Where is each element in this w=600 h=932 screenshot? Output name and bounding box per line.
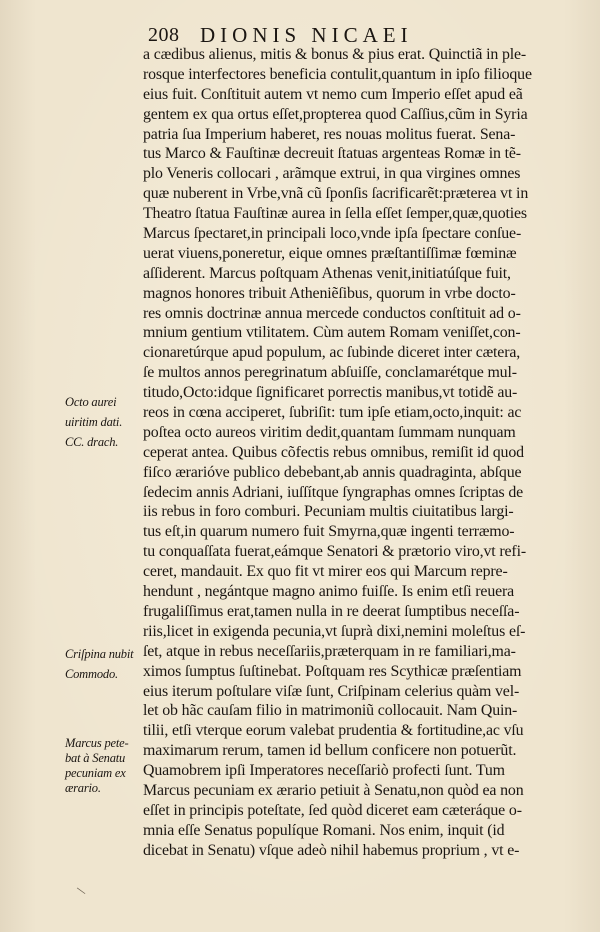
text-line: Marcus ſpectaret,in principali loco,vnde ipſa ſpectare conſue- xyxy=(143,225,522,243)
text-line: mnia eſſe Senatus populíque Romani. Nos enim, inquit (id xyxy=(143,821,505,839)
text-line: dicebat in Senatu) vſque adeò nihil habemus proprium , vt e- xyxy=(143,841,520,859)
text-line: ſe multos annos peregrinatum abſuiſſe, conclamarétque mul- xyxy=(143,364,517,382)
page-header xyxy=(148,20,568,48)
stray-pen-mark: \ xyxy=(75,884,88,899)
marginal-note-marcus-petebat xyxy=(65,736,143,796)
text-line: riis,licet in exigenda pecunia,vt ſuprà dixi,nemini moleſtus eſ- xyxy=(143,622,526,640)
text-line: magnos honores tribuit Atheniẽſibus, quorum in vrbe docto- xyxy=(143,284,516,302)
text-line: tilii, etſi vterque eorum valebat prudentia & fortitudine,ac vſu xyxy=(143,722,524,740)
text-line: eſſet in principis poteſtate, ſed quòd diceret eam cæteráque o- xyxy=(143,801,522,819)
text-line: quæ nuberent in Vrbe,vnã cũ ſponſis ſacrificarẽt:præterea vt in xyxy=(143,185,529,203)
text-line: plo Veneris collocari , arãmque extrui, in qua virgines omnes xyxy=(143,165,521,183)
marginal-note-line: Octo aurei xyxy=(65,395,117,409)
text-line: maximarum rerum, tamen id bellum conficere non potuerũt. xyxy=(143,742,517,760)
text-line: a cædibus alienus, mitis & bonus & pius erat. Quinctiã in ple- xyxy=(143,46,527,63)
marginal-note-line: Marcus pete- xyxy=(65,736,129,750)
text-line: mnium gentium vtilitatem. Cùm autem Romam veniſſet,con- xyxy=(143,324,521,342)
page-number: 208 xyxy=(148,24,180,46)
text-line: ſedecim annis Adriani, iuſſítque ſyngraphas omnes ſcriptas de xyxy=(143,483,524,501)
text-line: frugaliſſimus erat,tamen nulla in re deerat ſumptibus neceſſa- xyxy=(143,602,520,620)
text-line: tus eſt,in quarum numero fuit Smyrna,quæ ingenti terræmo- xyxy=(143,523,515,541)
marginal-note-line: pecuniam ex xyxy=(65,766,126,780)
text-line: rosque interfectores beneficia contulit,quantum in ipſo filioque xyxy=(143,65,532,83)
text-line: gentem ex qua ortus eſſet,propterea quod Caſſius,cũm in Syria xyxy=(143,105,528,123)
text-line: Theatro ſtatua Fauſtinæ aurea in ſella eſſet ſemper,quæ,quoties xyxy=(143,205,527,223)
text-line: iis rebus in foro comburi. Pecuniam multis ciuitatibus largi- xyxy=(143,503,514,521)
text-line: reos in cœna acciperet, ſubriſit: tum ipſe etiam,octo,inquit: ac xyxy=(143,404,522,422)
text-line: aſſiderent. Marcus poſtquam Athenas venit,initiatúſque fuit, xyxy=(143,264,511,282)
text-line: res omnis doctrinæ annua mercede conductos conſtituit ad o- xyxy=(143,304,521,322)
marginal-note-octo-aurei xyxy=(65,393,143,453)
text-line: tu conquaſſata fuerat,eámque Senatori & prætorio viro,vt refi- xyxy=(143,543,526,561)
text-line: ximos ſumptus ſuſtinebat. Poſtquam res Scythicæ præſentiam xyxy=(143,662,522,680)
text-line: cionaretúrque apud populum, ac ſubinde diceret inter cætera, xyxy=(143,344,521,362)
text-line: eius iterum poſtulare viſæ ſunt, Criſpinam celerius quàm vel- xyxy=(143,682,520,700)
text-line: patria ſua Imperium haberet, res nouas molitus fuerat. Sena- xyxy=(143,125,516,143)
body-text xyxy=(143,45,561,861)
marginal-note-line: ærario. xyxy=(65,781,101,795)
marginal-note-line: uiritim dati. xyxy=(65,414,123,429)
text-line: hendunt , negántque magno animo fuiſſe. Is enim etſi reuera xyxy=(143,583,515,601)
text-line: fiſco ærarióve publico debebant,ab annis quadraginta, abſque xyxy=(143,463,522,481)
text-line: titudo,Octo:idque ſignificaret porrectis manibus,vt totidẽ au- xyxy=(143,384,518,402)
marginal-note-line: CC. drach. xyxy=(65,434,119,449)
marginal-note-line: Commodo. xyxy=(65,666,118,681)
text-line: ceperat antea. Quibus cõfectis rebus omnibus, remiſit id quod xyxy=(143,443,524,461)
marginal-note-crispina xyxy=(65,645,143,685)
text-line: Quamobrem ipſi Imperatores neceſſariò profecti ſunt. Tum xyxy=(143,762,505,780)
running-title: DIONIS NICAEI xyxy=(200,23,413,47)
text-line: Marcus pecuniam ex ærario petiuit à Senatu,non quòd ea non xyxy=(143,781,524,799)
text-line: poſtea octo aureos viritim dedit,quantam ſummam nunquam xyxy=(143,423,516,441)
marginal-note-line: bat à Senatu xyxy=(65,751,126,765)
text-line: ſet, atque in rebus neceſſariis,præterquam in re familiari,ma- xyxy=(143,642,516,660)
text-line: tus Marco & Fauſtinæ decreuit ſtatuas argenteas Romæ in tẽ- xyxy=(143,145,521,163)
text-line: eius fuit. Conſtituit autem vt nemo cum Imperio eſſet apud eã xyxy=(143,85,523,103)
text-line: uerat viuens,poneretur, eique omnes præſtantiſſimæ fœminæ xyxy=(143,244,517,262)
text-line: let ob hãc cauſam filio in matrimoniũ collocauit. Nam Quin- xyxy=(143,702,518,720)
marginal-note-line: Criſpina nubit xyxy=(65,647,134,661)
text-line: ceret, mandauit. Ex quo fit vt mirer eos qui Marcum repre- xyxy=(143,563,508,581)
